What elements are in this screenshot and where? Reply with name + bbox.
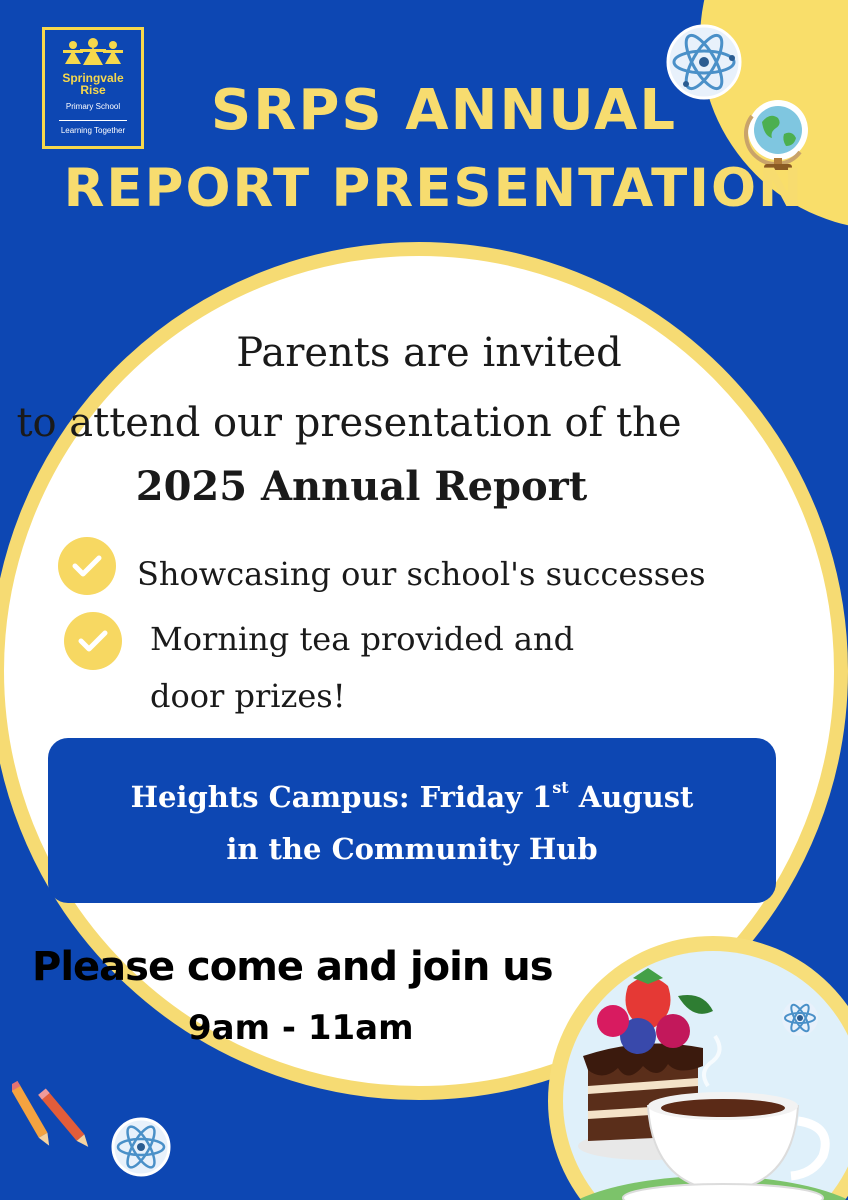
atom-icon — [780, 998, 820, 1038]
bullet-morning-tea-line2: door prizes! — [150, 677, 346, 715]
event-date-line — [48, 780, 776, 814]
event-location-date: Heights Campus: Friday 1 — [130, 780, 553, 814]
event-time: 9am - 11am — [188, 1008, 414, 1048]
atom-icon — [110, 1116, 172, 1178]
children-figures-icon — [45, 38, 141, 66]
page-title-line2: REPORT PRESENTATION — [63, 158, 805, 219]
bullet-successes: Showcasing our school's successes — [137, 555, 706, 593]
logo-name-line2: Rise — [80, 83, 106, 97]
check-icon — [58, 537, 116, 595]
event-info-box — [48, 738, 776, 903]
event-month: August — [568, 780, 694, 814]
logo-subtitle: Primary School — [65, 102, 121, 111]
event-venue: in the Community Hub — [226, 832, 598, 866]
invite-line1: Parents are invited — [236, 330, 622, 376]
invite-line2: to attend our presentation of the — [16, 400, 682, 446]
invite-line3: 2025 Annual Report — [135, 463, 588, 510]
call-to-action: Please come and join us — [32, 944, 553, 990]
logo-motto: Learning Together — [60, 126, 126, 135]
event-date-suffix: st — [552, 778, 569, 797]
bullet-morning-tea-line1: Morning tea provided and — [150, 620, 575, 658]
check-icon — [64, 612, 122, 670]
page-title-line1: SRPS ANNUAL — [210, 78, 678, 143]
pencil-icon — [12, 1074, 102, 1158]
logo-name-line1: Springvale — [62, 71, 124, 85]
